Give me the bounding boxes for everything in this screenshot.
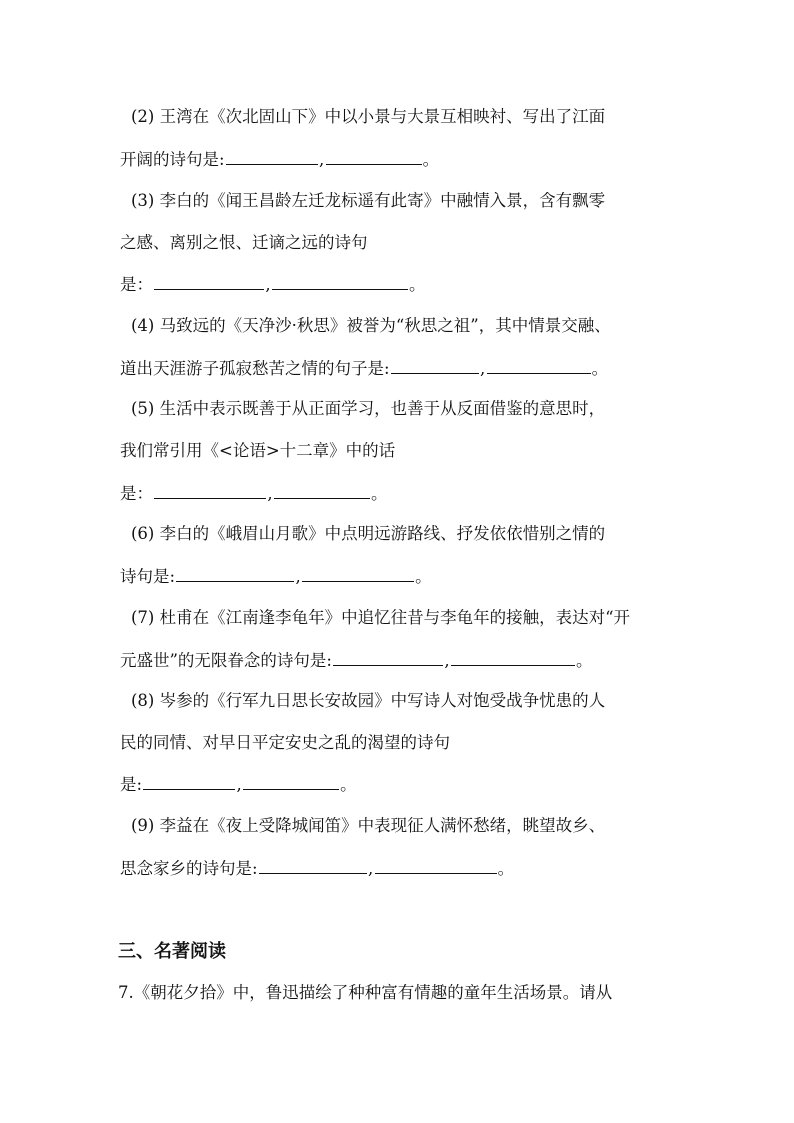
period: 。: [422, 150, 440, 169]
answer-blank[interactable]: [243, 773, 339, 790]
item-text: 之感、离别之恨、迁谪之远的诗句: [120, 233, 368, 252]
item-text: 生活中表示既善于从正面学习，也善于从反面借鉴的意思时，: [159, 399, 606, 418]
item-label: (8): [131, 691, 155, 710]
comma: ,: [236, 775, 242, 794]
section-heading: 三、名著阅读: [118, 941, 226, 962]
item-8-line3: [120, 773, 700, 796]
item-text: 岑参的《行军九日思长安故园》中写诗人对饱受战争忧患的人: [159, 691, 606, 710]
item-text: 开阔的诗句是:: [120, 150, 225, 169]
item-8-line1: [131, 690, 711, 712]
item-3-line2: [120, 232, 700, 254]
item-text: 杜甫在《江南逢李龟年》中追忆往昔与李龟年的接触，表达对“开: [159, 608, 631, 627]
item-label: (9): [131, 816, 155, 835]
item-text: 李白的《峨眉山月歌》中点明远游路线、抒发依依惜别之情的: [159, 524, 606, 543]
question-7: [118, 982, 698, 1004]
item-text: 王湾在《次北固山下》中以小景与大景互相映衬、写出了江面: [159, 107, 606, 126]
item-text: 诗句是:: [120, 567, 176, 586]
answer-blank[interactable]: [176, 565, 294, 582]
item-3-line1: [131, 190, 711, 212]
answer-blank[interactable]: [375, 857, 497, 874]
comma: ,: [444, 651, 450, 670]
item-7-line2: [120, 649, 700, 672]
item-6-line1: [131, 523, 711, 545]
answer-blank[interactable]: [226, 148, 318, 165]
item-7-line1: [131, 607, 711, 629]
period: 。: [497, 859, 515, 878]
comma: ,: [479, 359, 486, 378]
comma: ,: [367, 859, 374, 878]
answer-blank[interactable]: [154, 482, 266, 499]
answer-blank[interactable]: [326, 148, 422, 165]
answer-blank[interactable]: [143, 773, 235, 790]
item-3-line3: [120, 273, 700, 296]
item-text: 是：: [120, 275, 153, 294]
comma: ,: [267, 484, 273, 503]
item-text: 道出天涯游子孤寂愁苦之情的句子是:: [120, 359, 390, 378]
period: 。: [340, 775, 357, 794]
item-label: (7): [131, 608, 155, 627]
item-text: 元盛世”的无限眷念的诗句是:: [120, 651, 332, 670]
item-4-line2: [120, 357, 700, 380]
item-9-line1: [131, 815, 711, 837]
item-text: 马致远的《天净沙·秋思》被誉为“秋思之祖”，其中情景交融、: [159, 316, 611, 335]
item-label: (2): [131, 107, 155, 126]
item-2-line2: [120, 148, 700, 171]
answer-blank[interactable]: [272, 273, 408, 290]
item-text: 是：: [120, 484, 153, 503]
item-2-line1: [131, 106, 711, 128]
item-5-line1: [131, 398, 711, 420]
comma: ,: [265, 275, 271, 294]
item-6-line2: [120, 565, 700, 588]
item-label: (4): [131, 316, 155, 335]
answer-blank[interactable]: [154, 273, 264, 290]
answer-blank[interactable]: [302, 565, 414, 582]
period: 。: [415, 567, 432, 586]
answer-blank[interactable]: [333, 649, 443, 666]
answer-blank[interactable]: [259, 857, 367, 874]
answer-blank[interactable]: [274, 482, 370, 499]
comma: ,: [318, 150, 325, 169]
item-text: 我们常引用《<论语>十二章》中的话: [120, 441, 396, 460]
period: 。: [576, 651, 593, 670]
answer-blank[interactable]: [451, 649, 575, 666]
item-text: 李白的《闻王昌龄左迁龙标遥有此寄》中融情入景，含有飘零: [159, 191, 606, 210]
item-text: 是:: [120, 775, 143, 794]
item-4-line1: [131, 315, 711, 337]
item-5-line2: [120, 440, 700, 462]
item-label: (6): [131, 524, 155, 543]
item-text: 思念家乡的诗句是:: [120, 859, 258, 878]
answer-blank[interactable]: [391, 357, 479, 374]
item-5-line3: [120, 482, 700, 505]
period: 。: [409, 275, 426, 294]
comma: ,: [295, 567, 301, 586]
question-text: 7.《朝花夕拾》中，鲁迅描绘了种种富有情趣的童年生活场景。请从: [118, 983, 613, 1002]
item-text: 民的同情、对早日平定安史之乱的渴望的诗句: [120, 733, 450, 752]
item-text: 李益在《夜上受降城闻笛》中表现征人满怀愁绪，眺望故乡、: [159, 816, 606, 835]
item-label: (3): [131, 191, 155, 210]
period: 。: [371, 484, 388, 503]
item-8-line2: [120, 732, 700, 754]
item-label: (5): [131, 399, 155, 418]
answer-blank[interactable]: [487, 357, 591, 374]
period: 。: [591, 359, 609, 378]
item-9-line2: [120, 857, 700, 880]
